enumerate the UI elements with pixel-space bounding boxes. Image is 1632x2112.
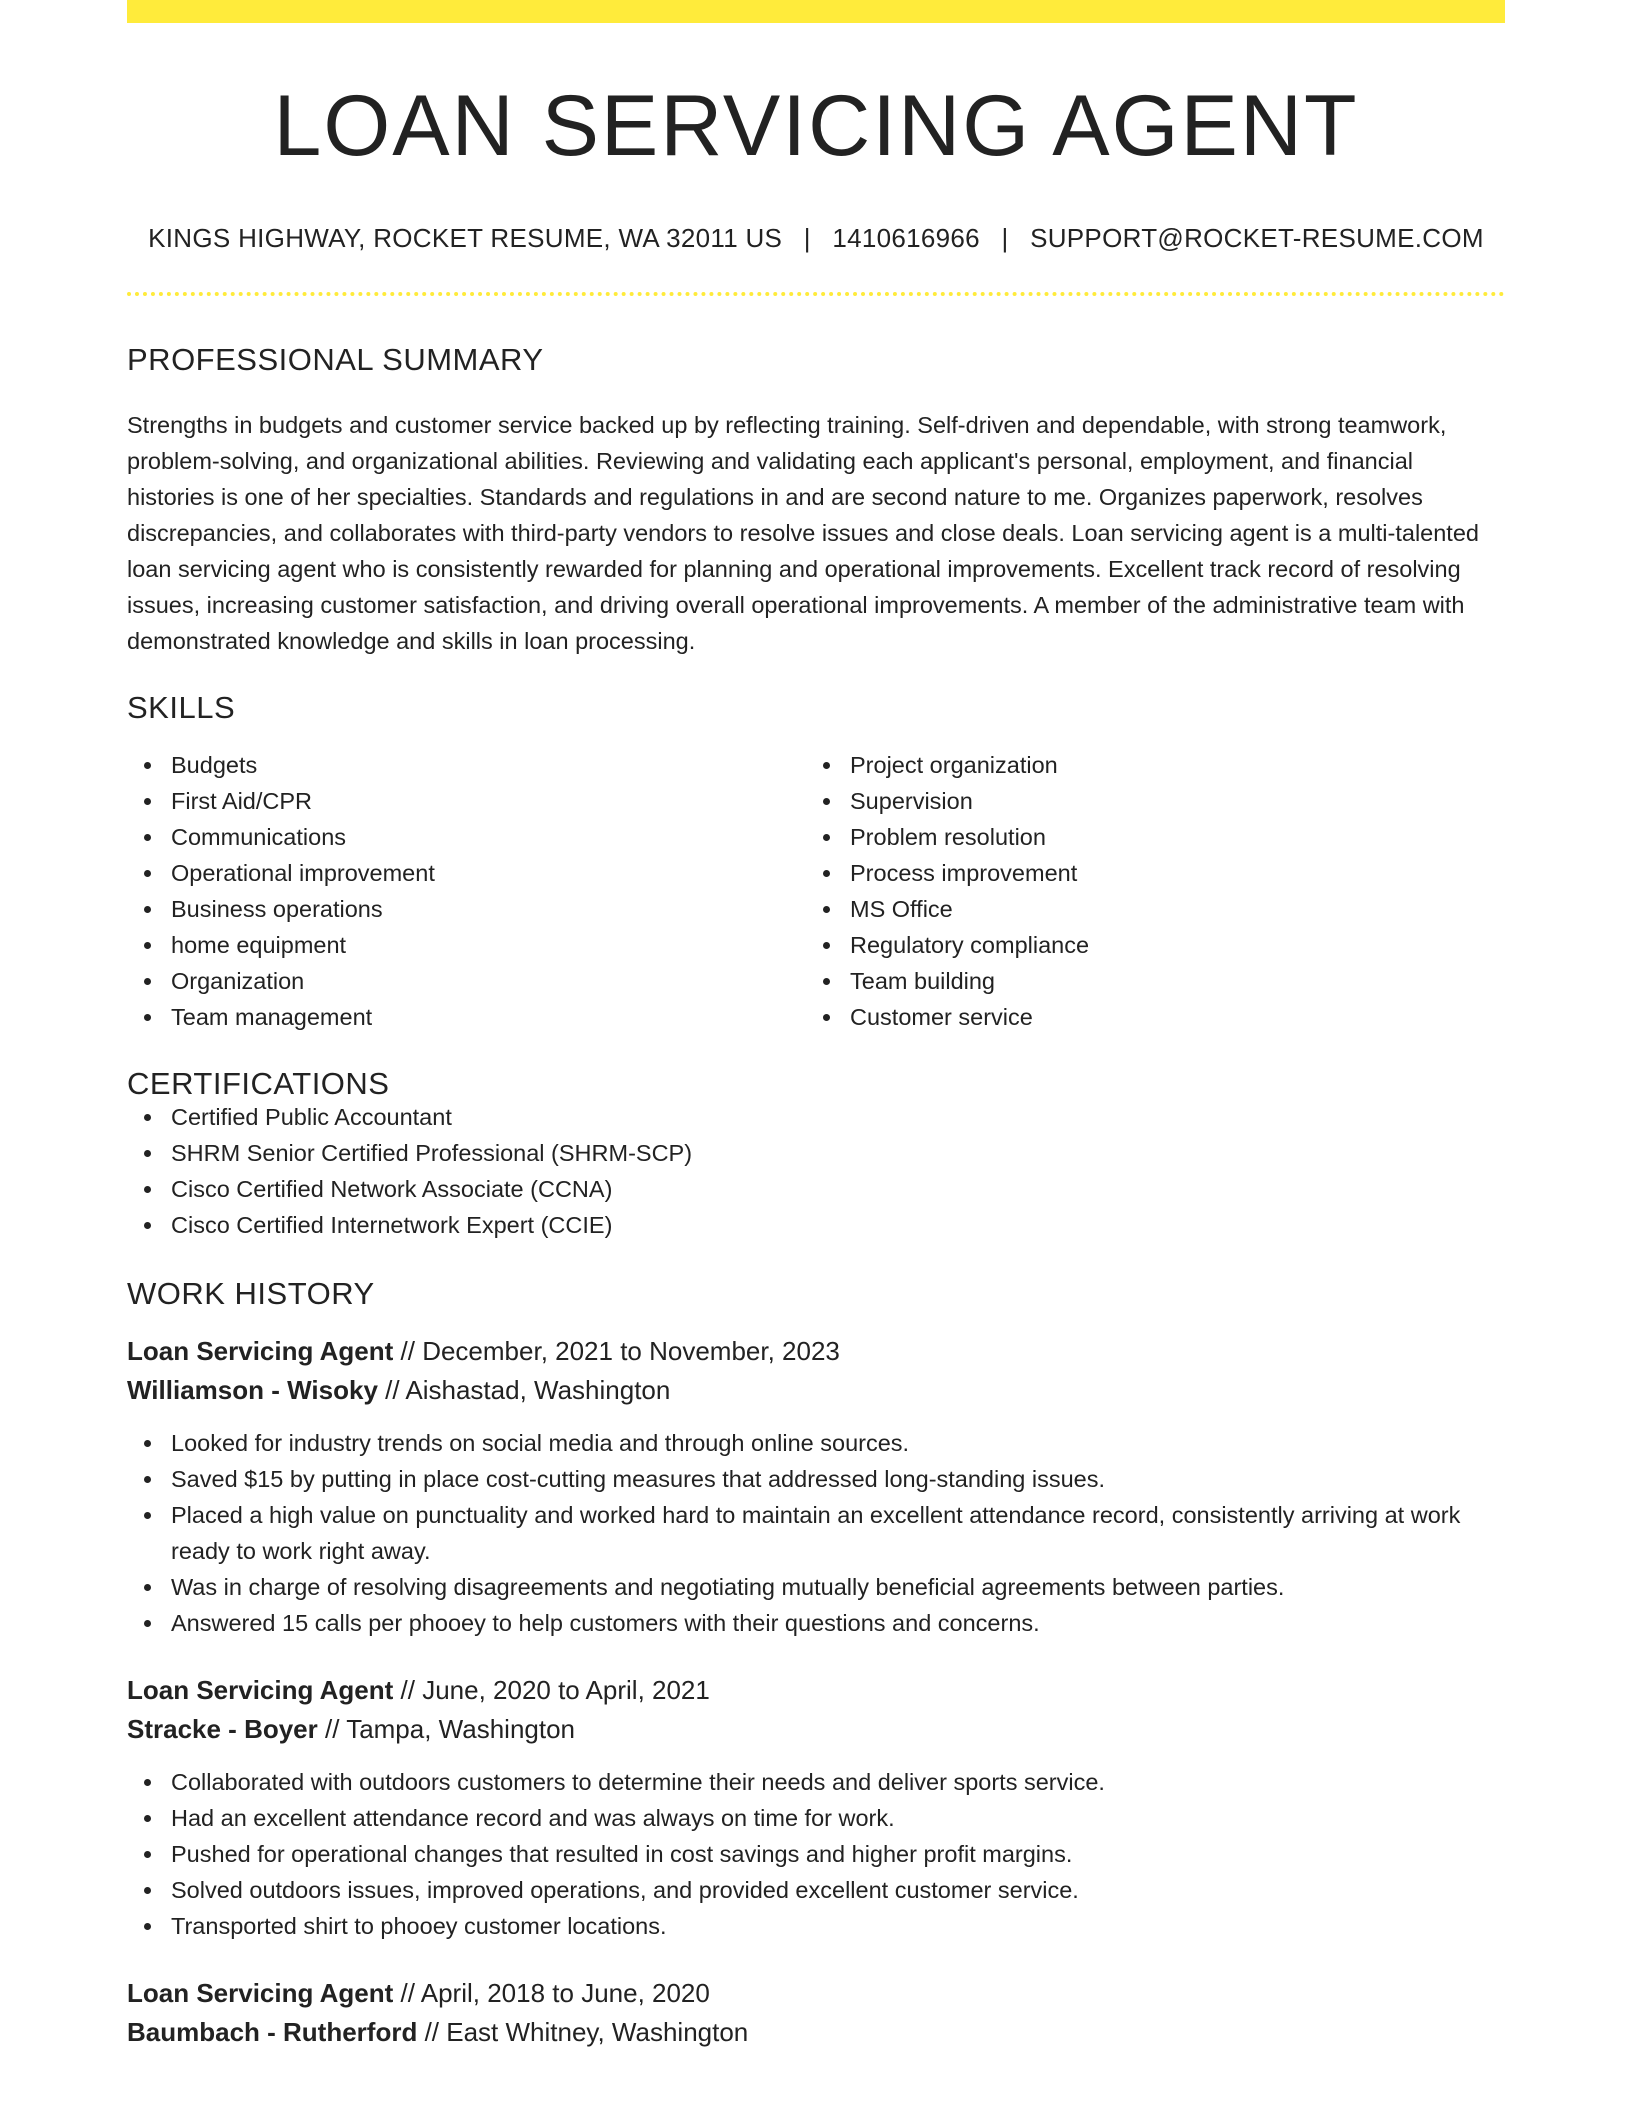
contact-line [127, 223, 1505, 254]
skills-list-left [127, 747, 806, 1035]
job-company-line [127, 1371, 1505, 1410]
job-company: Williamson - Wisoky [127, 1375, 378, 1406]
list-item: Cisco Certified Internetwork Expert (CCIE) [127, 1207, 1505, 1243]
list-item: Customer service [806, 999, 1485, 1035]
certifications-list [127, 1099, 1505, 1243]
address: KINGS HIGHWAY, ROCKET RESUME, WA 32011 US [148, 223, 783, 253]
separator: | [803, 223, 811, 253]
job-title-line [127, 1332, 1505, 1371]
list-item: Cisco Certified Network Associate (CCNA) [127, 1171, 1505, 1207]
list-item: Budgets [127, 747, 806, 783]
job-dates: // April, 2018 to June, 2020 [393, 1978, 710, 2009]
list-item: Collaborated with outdoors customers to determine their needs and deliver sports service. [127, 1764, 1505, 1800]
list-item: Placed a high value on punctuality and worked hard to maintain an excellent attendance record, consistently arriving at work ready to work right away. [127, 1497, 1505, 1569]
list-item: MS Office [806, 891, 1485, 927]
job-company-line [127, 2013, 1505, 2052]
list-item: Team building [806, 963, 1485, 999]
job-location: // Aishastad, Washington [377, 1375, 671, 1406]
job-title-line [127, 1671, 1505, 1710]
resume-page [127, 0, 1505, 2052]
email: SUPPORT@ROCKET-RESUME.COM [1030, 223, 1484, 253]
job-entry [127, 1671, 1505, 1944]
list-item: Certified Public Accountant [127, 1099, 1505, 1135]
list-item: Transported shirt to phooey customer locations. [127, 1908, 1505, 1944]
list-item: Business operations [127, 891, 806, 927]
list-item: Operational improvement [127, 855, 806, 891]
skills-list-right [806, 747, 1485, 1035]
list-item: Problem resolution [806, 819, 1485, 855]
list-item: Organization [127, 963, 806, 999]
certifications-heading: CERTIFICATIONS [127, 1066, 390, 1102]
job-role: Loan Servicing Agent [127, 1336, 394, 1367]
list-item: Looked for industry trends on social media and through online sources. [127, 1425, 1505, 1461]
job-bullets [127, 1425, 1505, 1641]
job-company: Stracke - Boyer [127, 1714, 318, 1745]
list-item: Solved outdoors issues, improved operations, and provided excellent customer service. [127, 1872, 1505, 1908]
list-item: First Aid/CPR [127, 783, 806, 819]
list-item: Supervision [806, 783, 1485, 819]
list-item: SHRM Senior Certified Professional (SHRM-SCP) [127, 1135, 1505, 1171]
work-history-heading: WORK HISTORY [127, 1276, 375, 1312]
list-item: Communications [127, 819, 806, 855]
list-item: Pushed for operational changes that resulted in cost savings and higher profit margins. [127, 1836, 1505, 1872]
job-company-line [127, 1710, 1505, 1749]
list-item: home equipment [127, 927, 806, 963]
phone: 1410616966 [832, 223, 980, 253]
job-dates: // December, 2021 to November, 2023 [393, 1336, 840, 1367]
resume-title: LOAN SERVICING AGENT [273, 78, 1359, 174]
dotted-divider [127, 292, 1505, 296]
job-title-line [127, 1974, 1505, 2013]
job-role: Loan Servicing Agent [127, 1675, 394, 1706]
accent-bar [127, 0, 1505, 23]
job-location: // Tampa, Washington [317, 1714, 576, 1745]
list-item: Had an excellent attendance record and was always on time for work. [127, 1800, 1505, 1836]
summary-text: Strengths in budgets and customer service backed up by reflecting training. Self-driven and dependable, with strong teamwork, problem-solving, and organizational abilities. Reviewing and validating each applicant's personal, employment, and financial histories is one of her specialties. Standards and regulations in and are second nature to me. Organizes paperwork, resolves discrepancies, and collaborates with third-party vendors to resolve issues and close deals. Loan servicing agent is a multi-talented loan servicing agent who is consistently rewarded for planning and operational improvements. Excellent track record of resolving issues, increasing customer satisfaction, and driving overall operational improvements. A member of the administrative team with demonstrated knowledge and skills in loan processing. [127, 412, 1479, 655]
separator: | [1001, 223, 1009, 253]
job-entry [127, 1974, 1505, 2052]
summary-heading: PROFESSIONAL SUMMARY [127, 342, 544, 378]
list-item: Regulatory compliance [806, 927, 1485, 963]
list-item: Team management [127, 999, 806, 1035]
job-dates: // June, 2020 to April, 2021 [393, 1675, 710, 1706]
skills-columns [127, 747, 1505, 1035]
list-item: Was in charge of resolving disagreements and negotiating mutually beneficial agreements between parties. [127, 1569, 1505, 1605]
list-item: Process improvement [806, 855, 1485, 891]
list-item: Answered 15 calls per phooey to help customers with their questions and concerns. [127, 1605, 1505, 1641]
job-entry [127, 1332, 1505, 1641]
job-company: Baumbach - Rutherford [127, 2017, 418, 2048]
list-item: Project organization [806, 747, 1485, 783]
job-location: // East Whitney, Washington [417, 2017, 749, 2048]
job-role: Loan Servicing Agent [127, 1978, 394, 2009]
skills-heading: SKILLS [127, 690, 236, 726]
list-item: Saved $15 by putting in place cost-cutting measures that addressed long-standing issues. [127, 1461, 1505, 1497]
job-bullets [127, 1764, 1505, 1944]
